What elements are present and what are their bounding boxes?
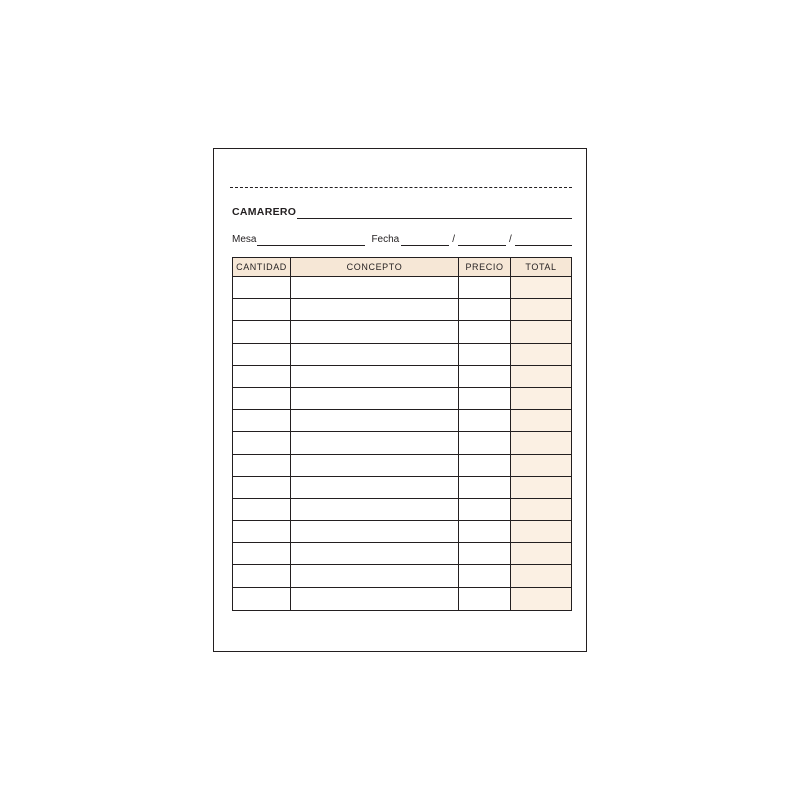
cell-total[interactable] — [511, 277, 571, 298]
form-header-block — [232, 201, 572, 246]
date-separator-2: / — [509, 234, 512, 245]
table-row — [233, 565, 571, 587]
cell-concepto[interactable] — [291, 588, 459, 610]
table-row — [233, 499, 571, 521]
cell-total[interactable] — [511, 477, 571, 498]
cell-cantidad[interactable] — [233, 299, 291, 320]
table-row — [233, 477, 571, 499]
cell-cantidad[interactable] — [233, 277, 291, 298]
cell-total[interactable] — [511, 499, 571, 520]
cell-total[interactable] — [511, 521, 571, 542]
cell-precio[interactable] — [459, 366, 511, 387]
cell-total[interactable] — [511, 410, 571, 431]
cell-precio[interactable] — [459, 499, 511, 520]
cell-precio[interactable] — [459, 321, 511, 342]
cell-total[interactable] — [511, 432, 571, 453]
cell-total[interactable] — [511, 344, 571, 365]
cell-concepto[interactable] — [291, 299, 459, 320]
waiter-label: CAMARERO — [232, 206, 297, 218]
cell-precio[interactable] — [459, 565, 511, 586]
cell-cantidad[interactable] — [233, 344, 291, 365]
table-row — [233, 388, 571, 410]
table-row — [233, 299, 571, 321]
cell-cantidad[interactable] — [233, 565, 291, 586]
cell-precio[interactable] — [459, 521, 511, 542]
cell-total[interactable] — [511, 588, 571, 610]
cell-cantidad[interactable] — [233, 499, 291, 520]
cell-precio[interactable] — [459, 477, 511, 498]
cell-cantidad[interactable] — [233, 521, 291, 542]
cell-precio[interactable] — [459, 277, 511, 298]
column-header-concepto: CONCEPTO — [291, 258, 459, 276]
cell-concepto[interactable] — [291, 321, 459, 342]
table-row — [233, 321, 571, 343]
cell-total[interactable] — [511, 299, 571, 320]
cell-concepto[interactable] — [291, 366, 459, 387]
table-row — [233, 455, 571, 477]
cell-precio[interactable] — [459, 588, 511, 610]
table-row — [233, 410, 571, 432]
cell-precio[interactable] — [459, 543, 511, 564]
cell-cantidad[interactable] — [233, 477, 291, 498]
cell-concepto[interactable] — [291, 543, 459, 564]
date-month-input-line[interactable] — [458, 234, 506, 246]
date-separator-1: / — [452, 234, 456, 245]
table-number-label: Mesa — [232, 234, 257, 245]
table-row — [233, 521, 571, 543]
cell-concepto[interactable] — [291, 344, 459, 365]
cell-cantidad[interactable] — [233, 321, 291, 342]
table-body — [233, 277, 571, 610]
table-row — [233, 543, 571, 565]
cell-concepto[interactable] — [291, 432, 459, 453]
cell-concepto[interactable] — [291, 455, 459, 476]
table-row — [233, 344, 571, 366]
order-pad-sheet — [213, 148, 587, 652]
table-row — [233, 588, 571, 610]
cell-cantidad[interactable] — [233, 366, 291, 387]
cell-cantidad[interactable] — [233, 455, 291, 476]
cell-concepto[interactable] — [291, 410, 459, 431]
column-header-precio: PRECIO — [459, 258, 511, 276]
cell-total[interactable] — [511, 388, 571, 409]
cell-cantidad[interactable] — [233, 432, 291, 453]
date-label: Fecha — [371, 234, 400, 245]
waiter-input-line[interactable] — [297, 207, 572, 219]
cell-concepto[interactable] — [291, 499, 459, 520]
cell-cantidad[interactable] — [233, 588, 291, 610]
cell-total[interactable] — [511, 565, 571, 586]
cell-total[interactable] — [511, 366, 571, 387]
date-year-input-line[interactable] — [515, 234, 572, 246]
cell-total[interactable] — [511, 455, 571, 476]
cell-concepto[interactable] — [291, 388, 459, 409]
cell-precio[interactable] — [459, 455, 511, 476]
cell-cantidad[interactable] — [233, 388, 291, 409]
column-header-total: TOTAL — [511, 258, 571, 276]
cell-precio[interactable] — [459, 299, 511, 320]
cell-concepto[interactable] — [291, 477, 459, 498]
cell-total[interactable] — [511, 543, 571, 564]
perforation-dashed-line — [230, 187, 572, 188]
cell-concepto[interactable] — [291, 277, 459, 298]
order-items-table — [232, 257, 572, 611]
cell-cantidad[interactable] — [233, 410, 291, 431]
table-row — [233, 277, 571, 299]
cell-precio[interactable] — [459, 432, 511, 453]
date-day-input-line[interactable] — [401, 234, 449, 246]
table-and-date-row — [232, 228, 572, 246]
table-row — [233, 366, 571, 388]
cell-precio[interactable] — [459, 410, 511, 431]
cell-precio[interactable] — [459, 388, 511, 409]
cell-concepto[interactable] — [291, 521, 459, 542]
table-row — [233, 432, 571, 454]
cell-precio[interactable] — [459, 344, 511, 365]
cell-cantidad[interactable] — [233, 543, 291, 564]
table-header-row — [233, 258, 571, 277]
waiter-row — [232, 201, 572, 219]
table-number-input-line[interactable] — [257, 234, 365, 246]
cell-concepto[interactable] — [291, 565, 459, 586]
cell-total[interactable] — [511, 321, 571, 342]
column-header-cantidad: CANTIDAD — [233, 258, 291, 276]
